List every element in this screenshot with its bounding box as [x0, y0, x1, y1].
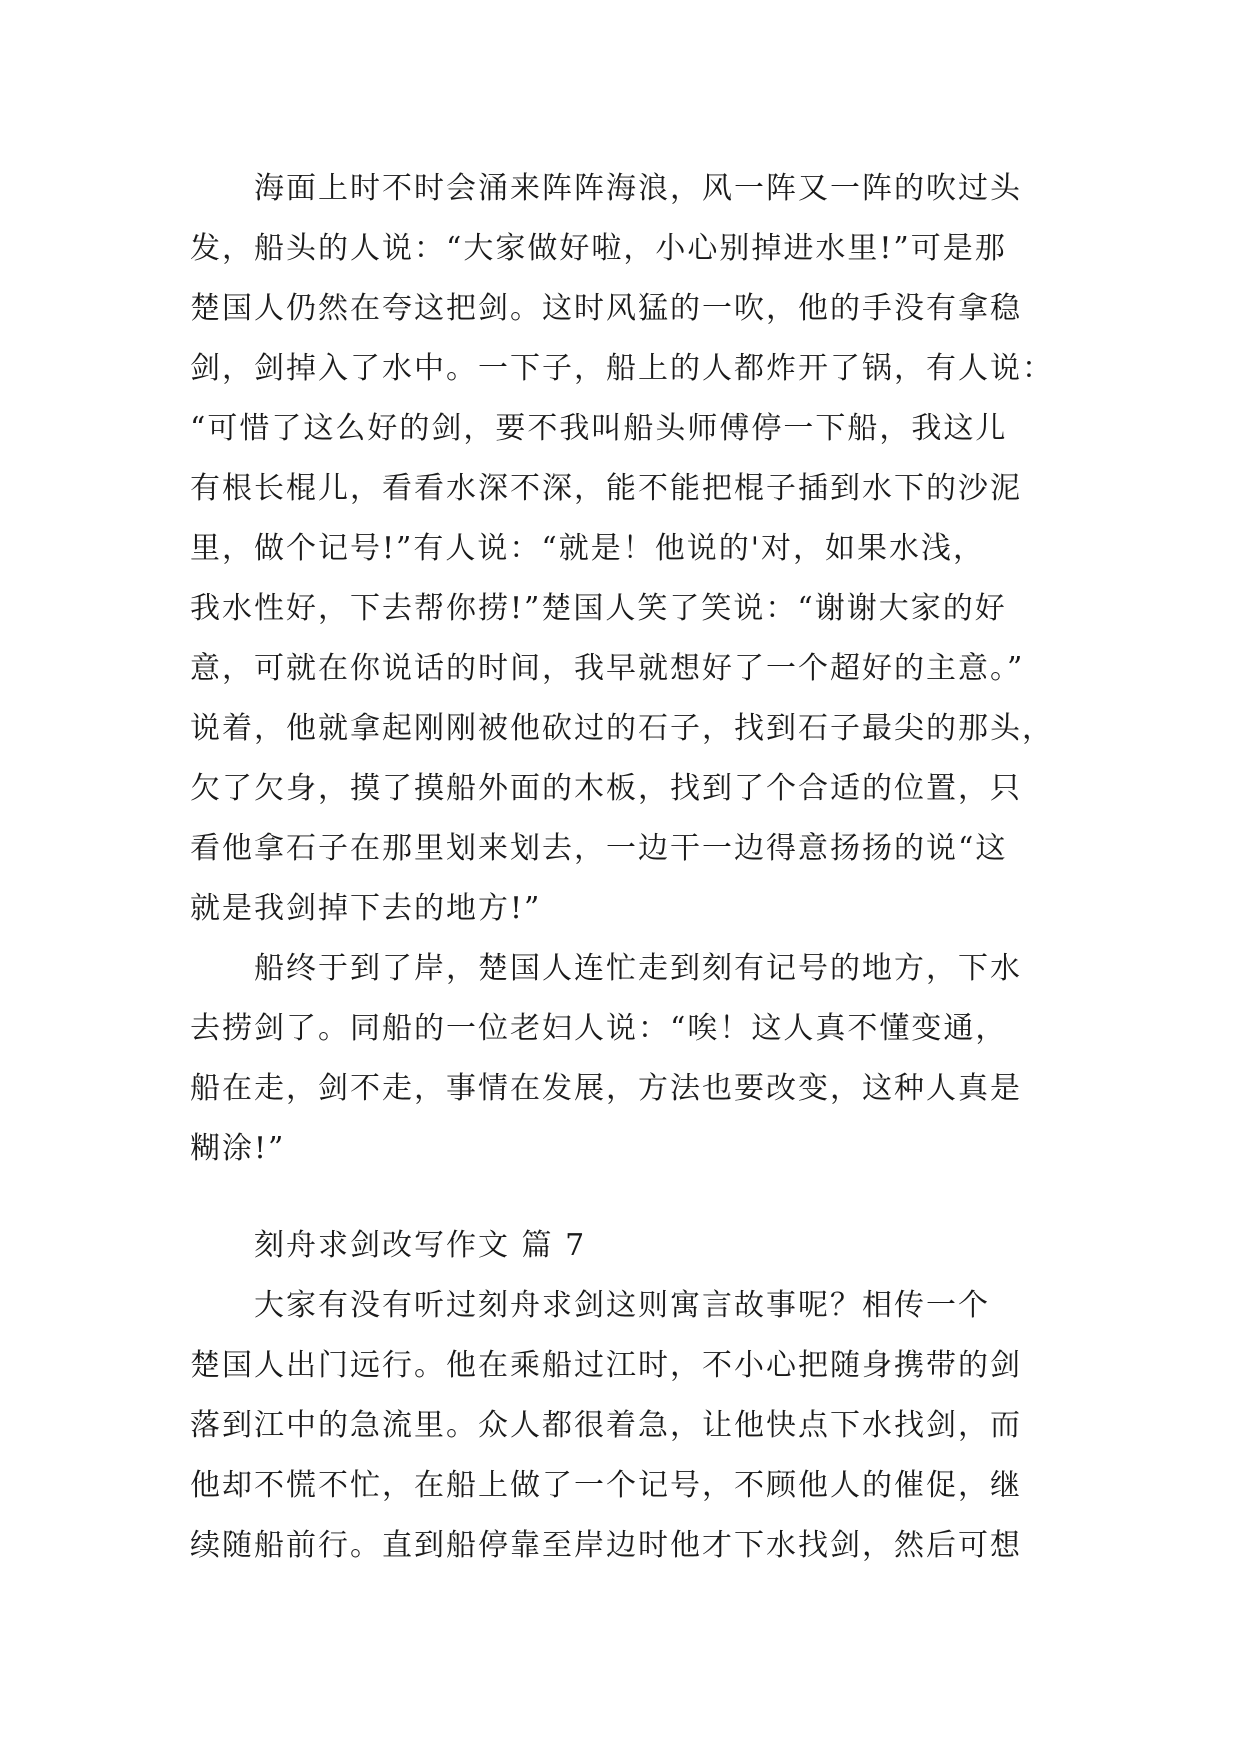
text-line: 我水性好，下去帮你捞!”楚国人笑了笑说：“谢谢大家的好 — [190, 591, 1007, 626]
text-line: 有根长棍儿，看看水深不深，能不能把棍子插到水下的沙泥 — [190, 471, 1022, 506]
text-line: 去捞剑了。同船的一位老妇人说：“唉！这人真不懂变通， — [190, 1011, 1008, 1046]
text-line: 剑，剑掉入了水中。一下子，船上的人都炸开了锅，有人说： — [190, 351, 1054, 386]
text-line: 意，可就在你说话的时间，我早就想好了一个超好的主意。” — [190, 651, 1025, 686]
section-heading-text: 刻舟求剑改写作文 篇 7 — [190, 1228, 587, 1263]
text-line: 续随船前行。直到船停靠至岸边时他才下水找剑，然后可想 — [190, 1528, 1022, 1563]
text-line: 他却不慌不忙，在船上做了一个记号，不顾他人的催促，继 — [190, 1468, 1022, 1503]
text-line: “可惜了这么好的剑，要不我叫船头师傅停一下船，我这儿 — [190, 411, 1008, 446]
text-line: 欠了欠身，摸了摸船外面的木板，找到了个合适的位置，只 — [190, 771, 1022, 806]
text-line: 看他拿石子在那里划来划去，一边干一边得意扬扬的说“这 — [190, 831, 1008, 866]
text-line: 船终于到了岸，楚国人连忙走到刻有记号的地方，下水 — [190, 951, 1022, 986]
text-line: 船在走，剑不走，事情在发展，方法也要改变，这种人真是 — [190, 1071, 1022, 1106]
text-line: 落到江中的急流里。众人都很着急，让他快点下水找剑，而 — [190, 1408, 1022, 1443]
section-heading — [190, 1216, 1050, 1276]
text-line: 糊涂!” — [190, 1131, 286, 1166]
paragraph-fable-intro — [190, 1276, 1050, 1576]
paragraph-sea-waves — [190, 159, 1054, 939]
text-line: 里，做个记号!”有人说：“就是！他说的'对，如果水浅， — [190, 531, 985, 566]
text-line: 大家有没有听过刻舟求剑这则寓言故事呢？相传一个 — [190, 1288, 990, 1323]
text-line: 海面上时不时会涌来阵阵海浪，风一阵又一阵的吹过头 — [190, 171, 1022, 206]
text-line: 楚国人出门远行。他在乘船过江时，不小心把随身携带的剑 — [190, 1348, 1022, 1383]
text-line: 发，船头的人说：“大家做好啦，小心别掉进水里!”可是那 — [190, 231, 1007, 266]
text-line: 就是我剑掉下去的地方!” — [190, 891, 542, 926]
text-line: 说着，他就拿起刚刚被他砍过的石子，找到石子最尖的那头， — [190, 711, 1054, 746]
text-line: 楚国人仍然在夸这把剑。这时风猛的一吹，他的手没有拿稳 — [190, 291, 1022, 326]
paragraph-reaching-shore — [190, 939, 1050, 1179]
